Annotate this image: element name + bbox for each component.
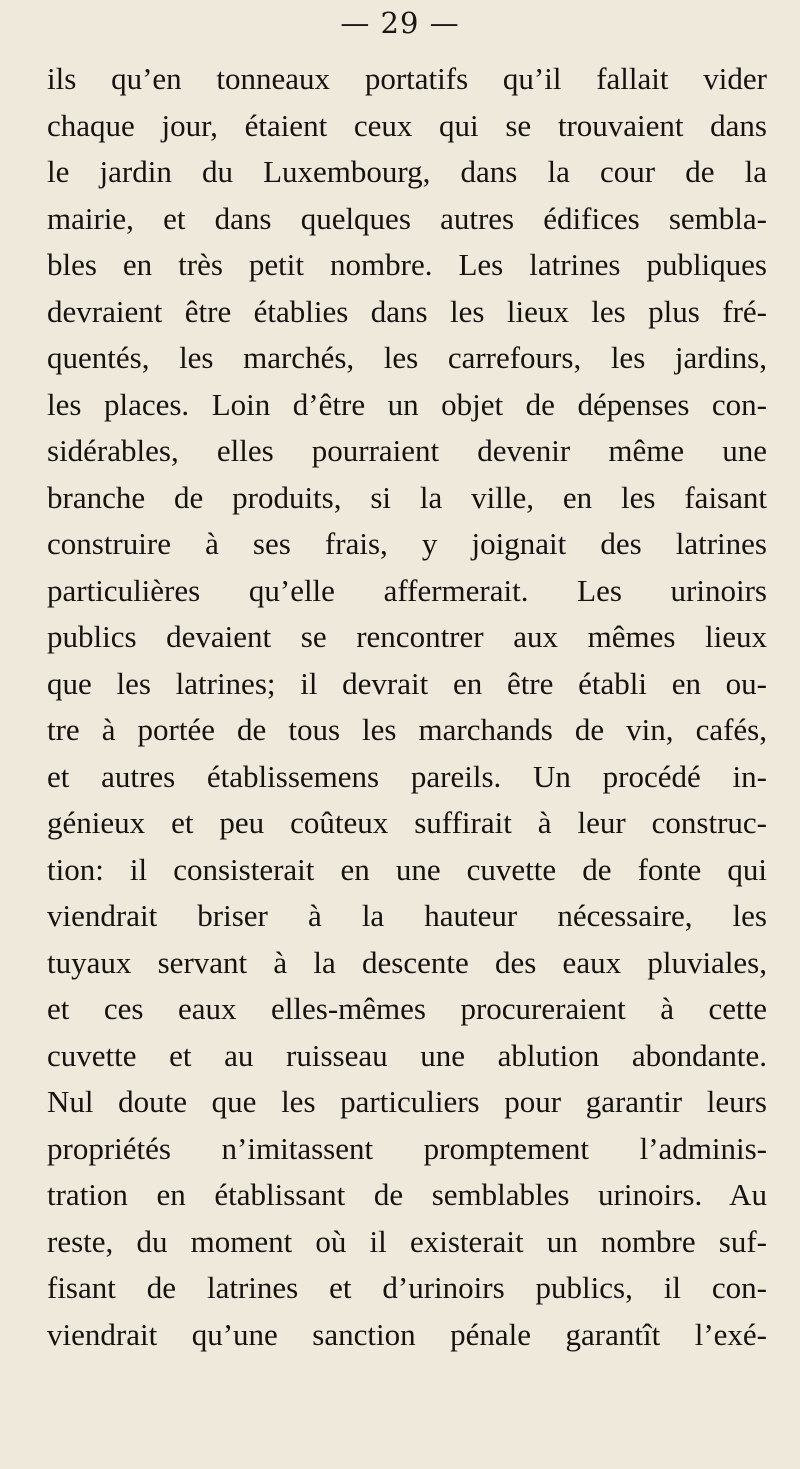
- text-line: ils qu’en tonneaux portatifs qu’il fallait vider: [47, 61, 767, 96]
- text-line: cuvette et au ruisseau une ablution abondante.: [47, 1037, 767, 1073]
- text-line: bles en très petit nombre. Les latrines publiques: [47, 247, 767, 282]
- text-line: construire à ses frais, y joignait des latrines: [47, 526, 767, 561]
- text-line: mairie, et dans quelques autres édifices sembla-: [47, 200, 767, 236]
- text-line: génieux et peu coûteux suffirait à leur construc-: [47, 805, 767, 840]
- text-line: que les latrines; il devrait en être établi en ou-: [47, 665, 767, 701]
- text-line: et autres établissemens pareils. Un procédé in-: [47, 758, 767, 794]
- text-line: et ces eaux elles-mêmes procureraient à cette: [47, 991, 767, 1026]
- text-line: les places. Loin d’être un objet de dépenses con-: [47, 386, 767, 422]
- text-line: chaque jour, étaient ceux qui se trouvaient dans: [47, 107, 767, 143]
- body-text: [47, 56, 767, 1358]
- text-line: fisant de latrines et d’urinoirs publics, il con-: [47, 1270, 767, 1305]
- page-number: — 29 —: [340, 6, 460, 40]
- text-line: viendrait briser à la hauteur nécessaire, les: [47, 898, 767, 933]
- text-line: particulières qu’elle affermerait. Les urinoirs: [47, 572, 767, 608]
- text-line: tre à portée de tous les marchands de vin, cafés,: [47, 712, 767, 747]
- text-line: tion: il consisterait en une cuvette de fonte qui: [47, 851, 767, 887]
- text-line: quentés, les marchés, les carrefours, les jardins,: [47, 340, 767, 375]
- text-line: reste, du moment où il existerait un nombre suf-: [47, 1223, 767, 1259]
- text-line: publics devaient se rencontrer aux mêmes lieux: [47, 619, 767, 654]
- text-line: viendrait qu’une sanction pénale garantît l’exé-: [47, 1316, 767, 1352]
- text-line: propriétés n’imitassent promptement l’adminis-: [47, 1130, 767, 1166]
- text-line: sidérables, elles pourraient devenir même une: [47, 433, 767, 468]
- text-line: tration en établissant de semblables urinoirs. Au: [47, 1177, 767, 1212]
- text-line: tuyaux servant à la descente des eaux pluviales,: [47, 944, 767, 980]
- text-line: branche de produits, si la ville, en les faisant: [47, 479, 767, 515]
- text-line: le jardin du Luxembourg, dans la cour de la: [47, 154, 767, 189]
- text-line: Nul doute que les particuliers pour garantir leurs: [47, 1084, 767, 1119]
- text-line: devraient être établies dans les lieux les plus fré-: [47, 293, 767, 329]
